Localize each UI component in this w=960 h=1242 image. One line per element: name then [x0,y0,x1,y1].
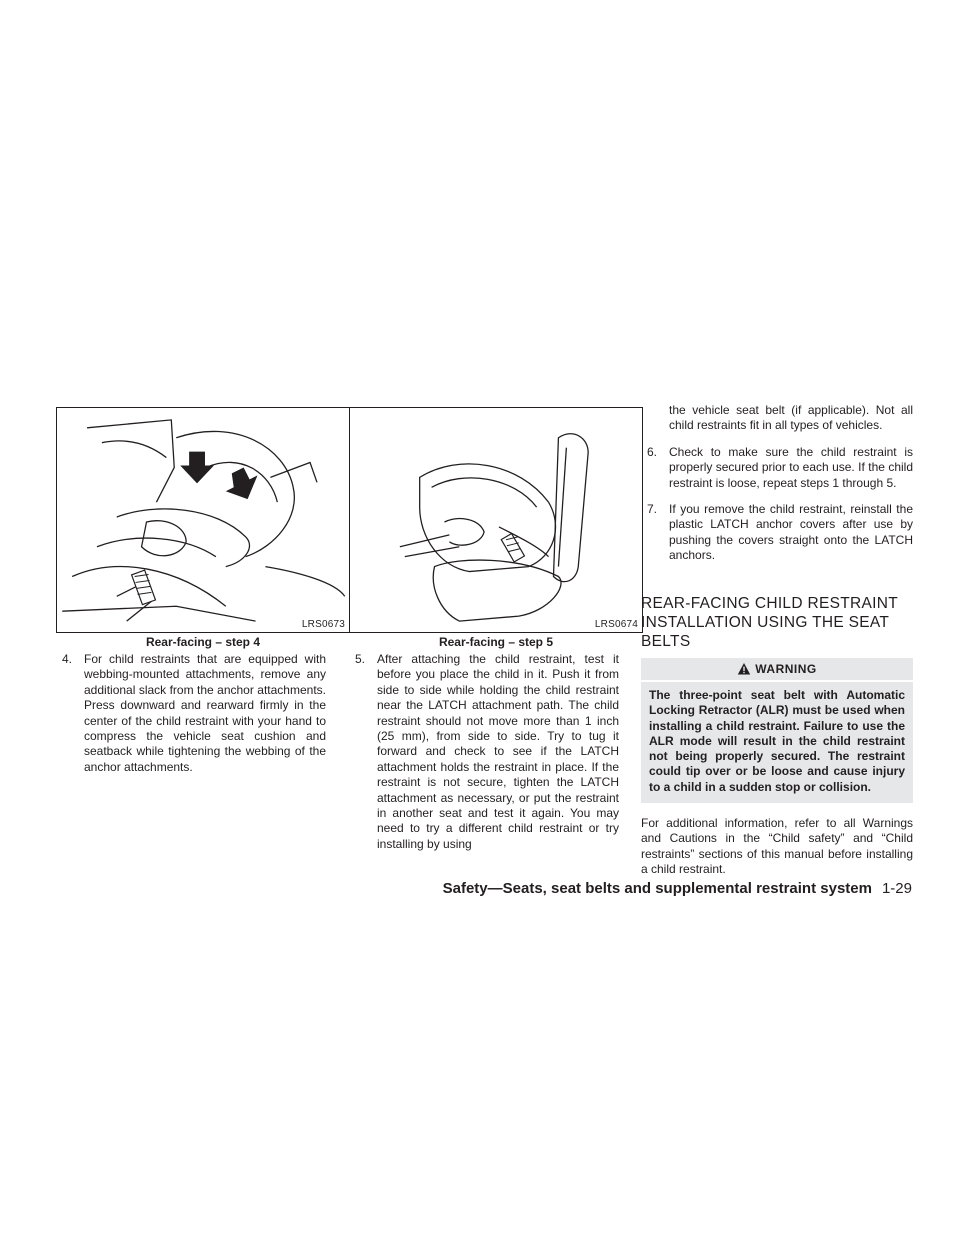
step-text: Check to make sure the child restraint is properly secured prior to each use. If the child restraint is loose, repeat steps 1 through 5. [669,444,913,490]
step-number: 6. [647,444,658,459]
figure-rear-facing-step-5 [349,407,643,633]
warning-box [641,658,913,803]
figure-caption-step-4: Rear-facing – step 4 [145,635,261,649]
figure-code: LRS0673 [301,619,345,630]
page-number: 1-29 [881,880,912,897]
column-1-text [62,652,326,786]
step-number: 5. [355,652,366,666]
column-3-text [647,403,913,575]
down-arrow-icon [180,452,214,484]
step-text: If you remove the child restraint, reinstall the plastic LATCH anchor covers after use by pushing the covers straight onto the LATCH anchors. [669,502,913,563]
figure-rear-facing-step-4 [56,407,350,633]
child-seat-step4-illustration [57,408,349,632]
figure-caption-step-5: Rear-facing – step 5 [438,635,554,649]
additional-info-paragraph: For additional information, refer to all Warnings and Cautions in the “Child safety” and “Child restraints” sections of this manual before installing a child restraint. [641,816,913,877]
warning-header [641,658,913,680]
column-2-text [355,652,619,863]
warning-text: The three-point seat belt with Automatic Locking Retractor (ALR) must be used when installing a child restraint. Failure to use the ALR mode will result in the child restraint not being properly secured. The restraint could tip over or be loose and cause injury to a child in a sudden stop or collision. [649,688,905,794]
diagonal-arrow-icon [226,467,258,499]
step-5-continued: the vehicle seat belt (if applicable). Not all child restraints fit in all types of vehicles. [669,403,913,433]
page-footer [0,880,912,897]
step-text: For child restraints that are equipped with webbing-mounted attachments, remove any additional slack from the anchor attachments. Press downward and rearward firmly in the center of the child restraint with your hand to compress the vehicle seat cushion and seatback while tightening the webbing of the anchor attachments. [84,652,326,774]
child-seat-step5-illustration [350,408,642,632]
step-4 [62,652,326,775]
step-7 [647,502,913,564]
warning-triangle-icon [737,662,751,676]
step-5 [355,652,619,852]
warning-title: WARNING [755,662,817,676]
figure-code: LRS0674 [594,619,638,630]
step-6 [647,445,913,491]
step-number: 4. [62,652,73,666]
footer-section-title: Safety—Seats, seat belts and supplemental restraint system [442,880,872,897]
step-text: After attaching the child restraint, test it before you place the child in it. Push it from side to side while holding the child restraint near the LATCH attachment path. The child restraint should not move more than 1 inch (25 mm), from side to side. Try to tug it forward and check to see if the LATCH attachment holds the restraint in place. If the restraint is not secure, tighten the LATCH attachment as necessary, or put the restraint in another seat and test it again. You may need to try a different child restraint or try installing by using [377,652,619,851]
step-number: 7. [647,502,658,517]
section-heading: REAR-FACING CHILD RESTRAINT INSTALLATION USING THE SEAT BELTS [641,595,898,650]
